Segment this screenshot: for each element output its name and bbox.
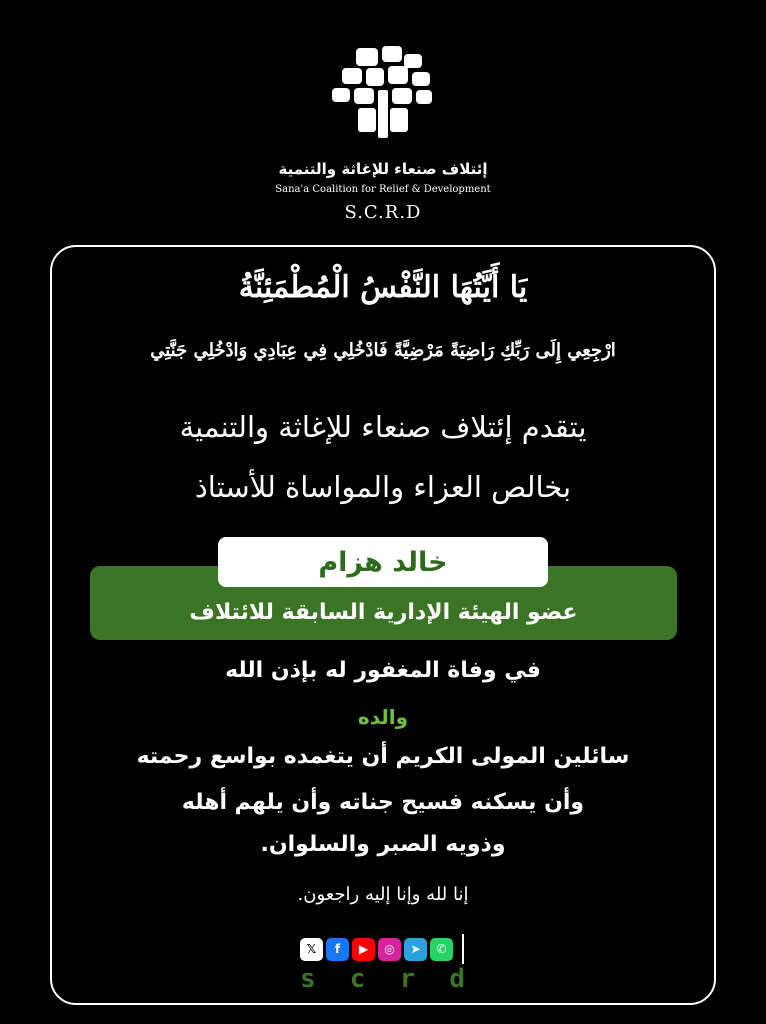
prayer-line-2: وأن يسكنه فسيح جناته وأن يلهم أهله bbox=[181, 790, 585, 815]
relation-line: والده bbox=[357, 705, 409, 729]
social-divider bbox=[462, 934, 464, 964]
scrd-logo bbox=[0, 40, 766, 150]
instagram-icon[interactable]: ◎ bbox=[378, 938, 401, 961]
handle-letter: r bbox=[399, 964, 416, 994]
handle-letter: d bbox=[449, 964, 465, 994]
x-icon[interactable]: 𝕏 bbox=[300, 938, 323, 961]
intro-line-2: بخالص العزاء والمواساة للأستاذ bbox=[194, 470, 572, 504]
org-abbreviation: S.C.R.D bbox=[344, 202, 422, 223]
verse-line-2: ارْجِعِي إِلَى رَبِّكِ رَاضِيَةً مَرْضِيَّةً فَادْخُلِي فِي عِبَادِي وَادْخُلِي جَنَّتِي bbox=[150, 340, 616, 361]
tree-logo-icon bbox=[328, 40, 438, 150]
prayer-line-1: سائلين المولى الكريم أن يتغمده بواسع رحمته bbox=[136, 744, 630, 769]
social-icons bbox=[300, 936, 453, 962]
facebook-icon[interactable]: f bbox=[326, 938, 349, 961]
verse-line-1: يَا أَيَّتُهَا النَّفْسُ الْمُطْمَئِنَّةُ bbox=[238, 270, 528, 305]
intro-line-1: يتقدم إئتلاف صنعاء للإغاثة والتنمية bbox=[179, 410, 587, 444]
telegram-icon[interactable]: ➤ bbox=[404, 938, 427, 961]
org-name-english: Sana'a Coalition for Relief & Development bbox=[275, 184, 491, 195]
closing-line: إنا لله وإنا إليه راجعون. bbox=[297, 884, 469, 905]
handle-letter: c bbox=[349, 964, 366, 994]
name-banner bbox=[218, 537, 548, 587]
prayer-line-3: وذويه الصبر والسلوان. bbox=[260, 832, 506, 857]
whatsapp-icon[interactable]: ✆ bbox=[430, 938, 453, 961]
social-handle bbox=[300, 964, 465, 994]
death-line: في وفاة المغفور له بإذن الله bbox=[225, 658, 541, 683]
person-name: خالد هزام bbox=[318, 546, 448, 578]
youtube-icon[interactable]: ▶ bbox=[352, 938, 375, 961]
person-role: عضو الهيئة الإدارية السابقة للائتلاف bbox=[189, 600, 578, 625]
handle-letter: s bbox=[300, 964, 316, 994]
org-name-arabic: إئتلاف صنعاء للإغاثة والتنمية bbox=[278, 160, 488, 178]
